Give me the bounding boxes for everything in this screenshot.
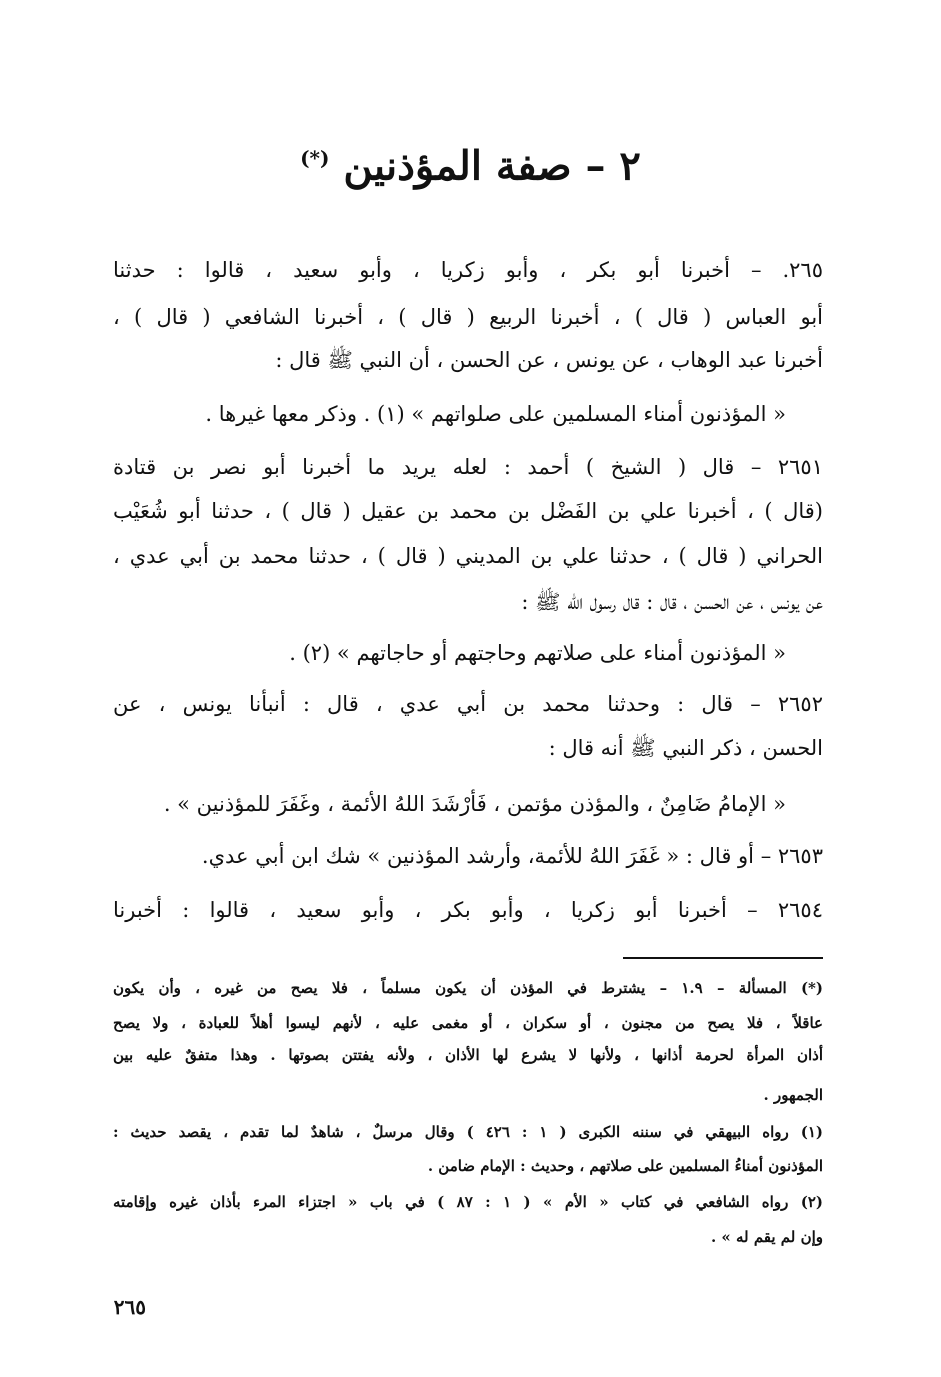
- footnote-line: المؤذنون أمناءُ المسلمين على صلاتهم ، وحديث : الإمام ضامن .: [427, 1157, 823, 1175]
- body-line: ٢٦٥٣ – أو قال : « غَفَرَ اللهُ للأئمة، وأرشد المؤذنين » شك ابن أبي عدي.: [201, 844, 823, 868]
- footnote-line: (٢) رواه الشافعي في كتاب « الأم » ( ١ : ٨٧ ) في باب « اجتزاء المرء بأذان غيره وإقامته: [113, 1193, 823, 1211]
- quote-line: « الإمامُ ضَامِنٌ ، والمؤذن مؤتمن ، فَأَرْشَدَ اللهُ الأئمة ، وغَفَرَ للمؤذنين » .: [163, 792, 786, 816]
- body-line: ٢٦٥١ – قال ( الشيخ ) أحمد : لعله يريد ما أخبرنا أبو نصر بن قتادة: [113, 455, 823, 479]
- footnote-separator: [623, 957, 823, 959]
- body-line: الحسن ، ذكر النبي ﷺ أنه قال :: [548, 736, 823, 760]
- body-line: ۲٦٥. – أخبرنا أبو بكر ، وأبو زكريا ، وأبو سعيد ، قالوا : حدثنا: [113, 258, 823, 282]
- title-footnote-marker: (*): [300, 146, 330, 170]
- body-line: ٢٦٥٤ – أخبرنا أبو زكريا ، وأبو بكر ، وأبو سعيد ، قالوا : أخبرنا: [113, 898, 823, 922]
- footnote-line: وإن لم يقم له » .: [710, 1228, 823, 1246]
- footnote-line: (*) المسألة – ١.٩ – يشترط في المؤذن أن يكون مسلماً ، فلا يصح من غيره ، وأن يكون: [113, 979, 823, 997]
- body-line: أبو العباس ( قال ) ، أخبرنا الربيع ( قال ) ، أخبرنا الشافعي ( قال ) ،: [113, 305, 823, 329]
- chapter-title: [0, 128, 941, 196]
- body-line: عن يونس ، عن الحسن ، قال : قال رسول الله ﷺ :: [521, 590, 823, 614]
- body-line: ٢٦٥٢ – قال : وحدثنا محمد بن أبي عدي ، قال : أنبأنا يونس ، عن: [113, 692, 823, 716]
- body-line: أخبرنا عبد الوهاب ، عن يونس ، عن الحسن ، أن النبي ﷺ قال :: [275, 348, 823, 372]
- page-number: ٢٦٥: [113, 1295, 146, 1319]
- quote-line: « المؤذنون أمناء المسلمين على صلواتهم » (١) . وذكر معها غيرها .: [205, 402, 786, 426]
- footnote-line: الجمهور .: [763, 1086, 823, 1104]
- body-line: (قال ) ، أخبرنا علي بن الفَضْل بن محمد بن عقيل ( قال ) ، حدثنا أبو شُعَيْب: [113, 499, 823, 523]
- quote-line: « المؤذنون أمناء على صلاتهم وحاجتهم أو حاجاتهم » (٢) .: [289, 641, 786, 665]
- footnote-line: عاقلاً ، فلا يصح من مجنون ، أو سكران ، أو مغمى عليه ، لأنهم ليسوا أهلاً للعبادة ، ولا يصح: [113, 1014, 823, 1032]
- footnote-line: (١) رواه البيهقي في سننه الكبرى ( ١ : ٤٢٦ ) وقال مرسلٌ ، شاهدٌ لما تقدم ، يقصد حديث :: [113, 1123, 823, 1141]
- footnote-line: أذان المرأة لحرمة أذانها ، ولأنها لا يشرع لها الأذان ، ولأنه يفتتن بصوتها . وهذا متفقٌ عليه بين: [113, 1046, 823, 1064]
- chapter-title-text: ۲ – صفة المؤذنين: [343, 142, 641, 190]
- body-line: الحراني ( قال ) ، حدثنا علي بن المديني ( قال ) ، حدثنا محمد بن أبي عدي ،: [113, 544, 823, 568]
